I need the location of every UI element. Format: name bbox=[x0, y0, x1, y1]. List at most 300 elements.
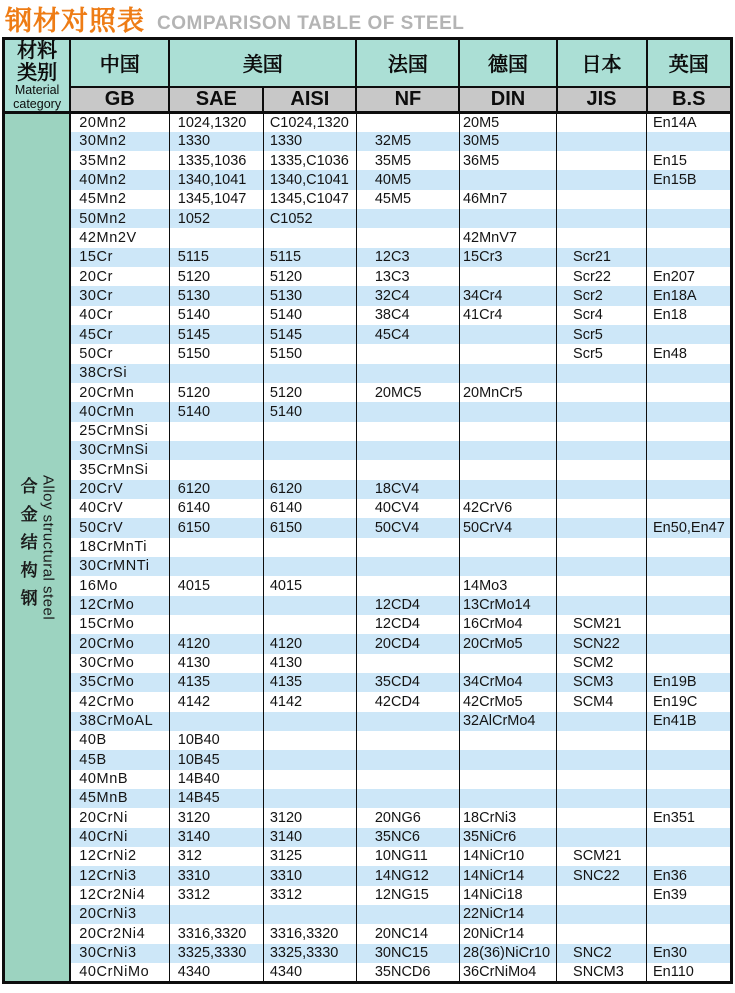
cell-gb: 25CrMnSi bbox=[70, 422, 169, 441]
cell-bs bbox=[647, 750, 732, 769]
cell-bs: En19C bbox=[647, 692, 732, 711]
cell-bs bbox=[647, 325, 732, 344]
cell-gb: 38CrMoAL bbox=[70, 712, 169, 731]
material-category-en-line2: category bbox=[13, 96, 62, 111]
cell-gb: 30CrMo bbox=[70, 654, 169, 673]
cell-jis bbox=[557, 402, 647, 421]
cell-gb: 50Cr bbox=[70, 344, 169, 363]
cell-bs bbox=[647, 209, 732, 228]
cell-aisi bbox=[263, 789, 356, 808]
table-row bbox=[4, 731, 732, 750]
header-country-china: 中国 bbox=[70, 39, 169, 87]
cell-gb: 42CrMo bbox=[70, 692, 169, 711]
sidebar-alloy-structural-steel bbox=[4, 113, 71, 983]
cell-din: 15Cr3 bbox=[459, 248, 556, 267]
cell-aisi bbox=[263, 422, 356, 441]
cell-bs: En30 bbox=[647, 944, 732, 963]
table-row bbox=[4, 267, 732, 286]
table-row bbox=[4, 228, 732, 247]
cell-din bbox=[459, 789, 556, 808]
cell-bs bbox=[647, 402, 732, 421]
cell-nf bbox=[356, 905, 459, 924]
cell-nf: 42CD4 bbox=[356, 692, 459, 711]
table-row bbox=[4, 364, 732, 383]
cell-jis: SNC2 bbox=[557, 944, 647, 963]
cell-din: 20CrMo5 bbox=[459, 634, 556, 653]
cell-gb: 20CrNi3 bbox=[70, 905, 169, 924]
cell-sae bbox=[169, 557, 263, 576]
cell-sae: 1052 bbox=[169, 209, 263, 228]
cell-bs bbox=[647, 441, 732, 460]
table-row bbox=[4, 654, 732, 673]
cell-aisi: 5150 bbox=[263, 344, 356, 363]
header-country-japan: 日本 bbox=[557, 39, 647, 87]
table-row bbox=[4, 209, 732, 228]
cell-gb: 20CrMo bbox=[70, 634, 169, 653]
cell-din: 50CrV4 bbox=[459, 518, 556, 537]
cell-sae bbox=[169, 615, 263, 634]
header-standard-aisi: AISI bbox=[263, 87, 356, 113]
cell-jis bbox=[557, 828, 647, 847]
cell-sae: 10B45 bbox=[169, 750, 263, 769]
cell-sae bbox=[169, 596, 263, 615]
header-standard-nf: NF bbox=[356, 87, 459, 113]
cell-aisi: 3310 bbox=[263, 866, 356, 885]
cell-aisi: 5130 bbox=[263, 286, 356, 305]
cell-gb: 12CrNi3 bbox=[70, 866, 169, 885]
cell-sae: 6140 bbox=[169, 499, 263, 518]
page-title-bar bbox=[0, 0, 735, 37]
cell-bs: En18 bbox=[647, 306, 732, 325]
cell-nf bbox=[356, 228, 459, 247]
table-row bbox=[4, 248, 732, 267]
cell-din bbox=[459, 267, 556, 286]
table-row bbox=[4, 866, 732, 885]
cell-gb: 45Cr bbox=[70, 325, 169, 344]
table-row bbox=[4, 132, 732, 151]
table-row bbox=[4, 615, 732, 634]
cell-sae: 3316,3320 bbox=[169, 924, 263, 943]
cell-aisi: 3325,3330 bbox=[263, 944, 356, 963]
cell-aisi: C1052 bbox=[263, 209, 356, 228]
cell-bs bbox=[647, 228, 732, 247]
cell-din: 42CrMo5 bbox=[459, 692, 556, 711]
cell-sae: 4130 bbox=[169, 654, 263, 673]
cell-aisi bbox=[263, 228, 356, 247]
cell-nf: 14NG12 bbox=[356, 866, 459, 885]
cell-gb: 18CrMnTi bbox=[70, 538, 169, 557]
sidebar-label-chinese: 合金结构钢 bbox=[17, 477, 37, 618]
cell-din: 46Mn7 bbox=[459, 190, 556, 209]
cell-din: 14NiCi18 bbox=[459, 886, 556, 905]
cell-aisi bbox=[263, 770, 356, 789]
cell-jis bbox=[557, 170, 647, 189]
cell-gb: 35Mn2 bbox=[70, 151, 169, 170]
table-row bbox=[4, 441, 732, 460]
cell-bs bbox=[647, 731, 732, 750]
cell-jis bbox=[557, 518, 647, 537]
cell-nf bbox=[356, 209, 459, 228]
cell-bs bbox=[647, 634, 732, 653]
cell-gb: 20Cr bbox=[70, 267, 169, 286]
cell-gb: 30CrMNTi bbox=[70, 557, 169, 576]
cell-bs bbox=[647, 596, 732, 615]
cell-aisi: 4340 bbox=[263, 963, 356, 982]
cell-jis: Scr22 bbox=[557, 267, 647, 286]
cell-din: 41Cr4 bbox=[459, 306, 556, 325]
cell-sae: 10B40 bbox=[169, 731, 263, 750]
cell-din bbox=[459, 654, 556, 673]
table-row bbox=[4, 113, 732, 132]
cell-aisi: 5115 bbox=[263, 248, 356, 267]
cell-bs: En110 bbox=[647, 963, 732, 982]
cell-nf bbox=[356, 402, 459, 421]
cell-sae: 1345,1047 bbox=[169, 190, 263, 209]
cell-jis bbox=[557, 886, 647, 905]
cell-jis bbox=[557, 422, 647, 441]
cell-aisi bbox=[263, 557, 356, 576]
table-row bbox=[4, 557, 732, 576]
table-row bbox=[4, 422, 732, 441]
table-row bbox=[4, 924, 732, 943]
cell-gb: 38CrSi bbox=[70, 364, 169, 383]
cell-din bbox=[459, 460, 556, 479]
cell-nf: 12C3 bbox=[356, 248, 459, 267]
cell-din bbox=[459, 170, 556, 189]
cell-jis: Scr5 bbox=[557, 325, 647, 344]
cell-gb: 42Mn2V bbox=[70, 228, 169, 247]
cell-gb: 30Cr bbox=[70, 286, 169, 305]
cell-bs: En207 bbox=[647, 267, 732, 286]
cell-jis bbox=[557, 712, 647, 731]
cell-jis: SCM21 bbox=[557, 847, 647, 866]
cell-jis bbox=[557, 209, 647, 228]
cell-sae bbox=[169, 905, 263, 924]
cell-din: 36M5 bbox=[459, 151, 556, 170]
cell-nf bbox=[356, 364, 459, 383]
cell-sae: 3310 bbox=[169, 866, 263, 885]
cell-jis: SCN22 bbox=[557, 634, 647, 653]
cell-nf: 45M5 bbox=[356, 190, 459, 209]
cell-sae: 14B45 bbox=[169, 789, 263, 808]
cell-aisi bbox=[263, 441, 356, 460]
cell-nf bbox=[356, 441, 459, 460]
cell-gb: 40B bbox=[70, 731, 169, 750]
cell-din bbox=[459, 441, 556, 460]
cell-sae: 4142 bbox=[169, 692, 263, 711]
table-row bbox=[4, 692, 732, 711]
cell-bs: En48 bbox=[647, 344, 732, 363]
cell-aisi bbox=[263, 364, 356, 383]
cell-jis: Scr4 bbox=[557, 306, 647, 325]
table-row bbox=[4, 828, 732, 847]
material-category-cn-line1: 材料 bbox=[17, 40, 58, 63]
cell-gb: 40CrMn bbox=[70, 402, 169, 421]
cell-sae: 4120 bbox=[169, 634, 263, 653]
cell-din bbox=[459, 325, 556, 344]
cell-din bbox=[459, 422, 556, 441]
cell-bs: En36 bbox=[647, 866, 732, 885]
cell-bs bbox=[647, 615, 732, 634]
cell-din: 42CrV6 bbox=[459, 499, 556, 518]
cell-gb: 35CrMnSi bbox=[70, 460, 169, 479]
cell-nf: 18CV4 bbox=[356, 480, 459, 499]
cell-gb: 20CrMn bbox=[70, 383, 169, 402]
header-country-usa: 美国 bbox=[169, 39, 356, 87]
cell-sae bbox=[169, 228, 263, 247]
cell-nf bbox=[356, 770, 459, 789]
cell-bs bbox=[647, 538, 732, 557]
cell-aisi bbox=[263, 712, 356, 731]
cell-bs bbox=[647, 654, 732, 673]
cell-jis bbox=[557, 750, 647, 769]
cell-din: 32AlCrMo4 bbox=[459, 712, 556, 731]
cell-aisi bbox=[263, 731, 356, 750]
cell-nf: 20NC14 bbox=[356, 924, 459, 943]
table-row bbox=[4, 538, 732, 557]
cell-nf: 40M5 bbox=[356, 170, 459, 189]
cell-aisi: 4120 bbox=[263, 634, 356, 653]
cell-gb: 15Cr bbox=[70, 248, 169, 267]
cell-din: 14Mo3 bbox=[459, 576, 556, 595]
cell-din: 28(36)NiCr10 bbox=[459, 944, 556, 963]
table-row bbox=[4, 905, 732, 924]
cell-din bbox=[459, 770, 556, 789]
cell-jis: SCM2 bbox=[557, 654, 647, 673]
cell-sae: 5145 bbox=[169, 325, 263, 344]
cell-sae: 5140 bbox=[169, 306, 263, 325]
cell-sae: 6120 bbox=[169, 480, 263, 499]
cell-sae: 5120 bbox=[169, 267, 263, 286]
cell-jis bbox=[557, 596, 647, 615]
cell-aisi: 3316,3320 bbox=[263, 924, 356, 943]
table-row bbox=[4, 402, 732, 421]
cell-jis bbox=[557, 538, 647, 557]
cell-jis: SCM21 bbox=[557, 615, 647, 634]
cell-aisi: 1335,C1036 bbox=[263, 151, 356, 170]
cell-nf: 30NC15 bbox=[356, 944, 459, 963]
cell-bs bbox=[647, 557, 732, 576]
cell-gb: 40Mn2 bbox=[70, 170, 169, 189]
cell-aisi: 4142 bbox=[263, 692, 356, 711]
cell-bs bbox=[647, 905, 732, 924]
cell-din bbox=[459, 344, 556, 363]
table-row bbox=[4, 480, 732, 499]
table-row bbox=[4, 712, 732, 731]
cell-nf bbox=[356, 731, 459, 750]
cell-din: 20M5 bbox=[459, 113, 556, 132]
cell-sae: 5120 bbox=[169, 383, 263, 402]
cell-bs: En15B bbox=[647, 170, 732, 189]
cell-gb: 12CrNi2 bbox=[70, 847, 169, 866]
cell-aisi: C1024,1320 bbox=[263, 113, 356, 132]
cell-nf: 40CV4 bbox=[356, 499, 459, 518]
cell-jis bbox=[557, 576, 647, 595]
table-row bbox=[4, 190, 732, 209]
cell-sae: 1335,1036 bbox=[169, 151, 263, 170]
cell-gb: 45MnB bbox=[70, 789, 169, 808]
cell-jis bbox=[557, 770, 647, 789]
cell-gb: 20CrNi bbox=[70, 808, 169, 827]
cell-sae: 5130 bbox=[169, 286, 263, 305]
table-row bbox=[4, 325, 732, 344]
cell-nf bbox=[356, 460, 459, 479]
cell-jis bbox=[557, 151, 647, 170]
cell-nf: 12CD4 bbox=[356, 615, 459, 634]
cell-gb: 40CrNi bbox=[70, 828, 169, 847]
cell-bs bbox=[647, 828, 732, 847]
cell-bs bbox=[647, 924, 732, 943]
cell-nf: 35NC6 bbox=[356, 828, 459, 847]
cell-nf bbox=[356, 789, 459, 808]
cell-nf: 20NG6 bbox=[356, 808, 459, 827]
cell-sae: 4340 bbox=[169, 963, 263, 982]
table-row bbox=[4, 596, 732, 615]
cell-nf: 38C4 bbox=[356, 306, 459, 325]
cell-bs bbox=[647, 770, 732, 789]
cell-sae bbox=[169, 364, 263, 383]
cell-gb: 40CrNiMo bbox=[70, 963, 169, 982]
cell-bs bbox=[647, 499, 732, 518]
cell-din: 35NiCr6 bbox=[459, 828, 556, 847]
cell-aisi bbox=[263, 596, 356, 615]
header-standard-bs: B.S bbox=[647, 87, 732, 113]
cell-sae: 5150 bbox=[169, 344, 263, 363]
table-row bbox=[4, 847, 732, 866]
cell-gb: 12Cr2Ni4 bbox=[70, 886, 169, 905]
cell-gb: 40Cr bbox=[70, 306, 169, 325]
cell-aisi bbox=[263, 905, 356, 924]
cell-jis: Scr2 bbox=[557, 286, 647, 305]
cell-nf bbox=[356, 654, 459, 673]
cell-bs bbox=[647, 576, 732, 595]
cell-nf: 20CD4 bbox=[356, 634, 459, 653]
cell-nf: 45C4 bbox=[356, 325, 459, 344]
cell-jis: Scr21 bbox=[557, 248, 647, 267]
header-material-category bbox=[4, 39, 71, 113]
table-row bbox=[4, 789, 732, 808]
table-row bbox=[4, 808, 732, 827]
header-standard-gb: GB bbox=[70, 87, 169, 113]
cell-jis bbox=[557, 228, 647, 247]
cell-din: 36CrNiMo4 bbox=[459, 963, 556, 982]
cell-sae bbox=[169, 441, 263, 460]
cell-bs: En15 bbox=[647, 151, 732, 170]
cell-gb: 12CrMo bbox=[70, 596, 169, 615]
table-row bbox=[4, 944, 732, 963]
page-title-english: COMPARISON TABLE OF STEEL bbox=[157, 13, 465, 35]
cell-sae bbox=[169, 422, 263, 441]
cell-aisi: 4130 bbox=[263, 654, 356, 673]
cell-aisi: 5145 bbox=[263, 325, 356, 344]
cell-nf bbox=[356, 557, 459, 576]
cell-aisi: 5140 bbox=[263, 306, 356, 325]
cell-aisi: 6150 bbox=[263, 518, 356, 537]
cell-din bbox=[459, 731, 556, 750]
cell-aisi bbox=[263, 460, 356, 479]
cell-bs bbox=[647, 132, 732, 151]
cell-din bbox=[459, 480, 556, 499]
cell-sae: 1340,1041 bbox=[169, 170, 263, 189]
cell-gb: 20Cr2Ni4 bbox=[70, 924, 169, 943]
cell-sae: 5140 bbox=[169, 402, 263, 421]
cell-nf bbox=[356, 344, 459, 363]
cell-gb: 40MnB bbox=[70, 770, 169, 789]
cell-din: 42MnV7 bbox=[459, 228, 556, 247]
table-row bbox=[4, 886, 732, 905]
cell-jis bbox=[557, 383, 647, 402]
page-title-chinese: 钢材对照表 bbox=[5, 6, 145, 36]
cell-din: 22NiCr14 bbox=[459, 905, 556, 924]
cell-aisi: 3120 bbox=[263, 808, 356, 827]
cell-nf: 12CD4 bbox=[356, 596, 459, 615]
cell-bs bbox=[647, 847, 732, 866]
cell-jis bbox=[557, 190, 647, 209]
cell-aisi bbox=[263, 615, 356, 634]
cell-gb: 15CrMo bbox=[70, 615, 169, 634]
cell-bs bbox=[647, 190, 732, 209]
steel-comparison-table-wrapper bbox=[0, 37, 735, 984]
cell-jis: SNCM3 bbox=[557, 963, 647, 982]
cell-aisi: 5120 bbox=[263, 267, 356, 286]
cell-nf: 20MC5 bbox=[356, 383, 459, 402]
cell-nf bbox=[356, 750, 459, 769]
table-row bbox=[4, 634, 732, 653]
cell-aisi bbox=[263, 538, 356, 557]
table-row bbox=[4, 770, 732, 789]
cell-aisi: 1330 bbox=[263, 132, 356, 151]
header-standard-din: DIN bbox=[459, 87, 556, 113]
cell-jis bbox=[557, 113, 647, 132]
cell-aisi: 3140 bbox=[263, 828, 356, 847]
cell-din bbox=[459, 750, 556, 769]
cell-gb: 20CrV bbox=[70, 480, 169, 499]
cell-sae: 1024,1320 bbox=[169, 113, 263, 132]
cell-gb: 30Mn2 bbox=[70, 132, 169, 151]
cell-din: 20NiCr14 bbox=[459, 924, 556, 943]
cell-jis bbox=[557, 364, 647, 383]
sidebar-label-english: Alloy structural steel bbox=[39, 474, 57, 620]
table-row bbox=[4, 963, 732, 982]
cell-gb: 16Mo bbox=[70, 576, 169, 595]
cell-din: 14NiCr14 bbox=[459, 866, 556, 885]
cell-din: 20MnCr5 bbox=[459, 383, 556, 402]
cell-bs: En14A bbox=[647, 113, 732, 132]
cell-nf bbox=[356, 113, 459, 132]
cell-aisi: 6140 bbox=[263, 499, 356, 518]
table-row bbox=[4, 286, 732, 305]
cell-sae: 3325,3330 bbox=[169, 944, 263, 963]
table-row bbox=[4, 151, 732, 170]
cell-gb: 30CrMnSi bbox=[70, 441, 169, 460]
cell-jis bbox=[557, 441, 647, 460]
header-country-uk: 英国 bbox=[647, 39, 732, 87]
header-country-france: 法国 bbox=[356, 39, 459, 87]
cell-aisi: 5140 bbox=[263, 402, 356, 421]
table-row bbox=[4, 383, 732, 402]
cell-jis bbox=[557, 480, 647, 499]
cell-din: 13CrMo14 bbox=[459, 596, 556, 615]
cell-nf: 32C4 bbox=[356, 286, 459, 305]
cell-jis: SNC22 bbox=[557, 866, 647, 885]
cell-nf bbox=[356, 538, 459, 557]
cell-sae: 4135 bbox=[169, 673, 263, 692]
cell-din: 14NiCr10 bbox=[459, 847, 556, 866]
steel-comparison-table bbox=[2, 37, 733, 984]
cell-bs bbox=[647, 480, 732, 499]
table-row bbox=[4, 170, 732, 189]
cell-sae: 3140 bbox=[169, 828, 263, 847]
